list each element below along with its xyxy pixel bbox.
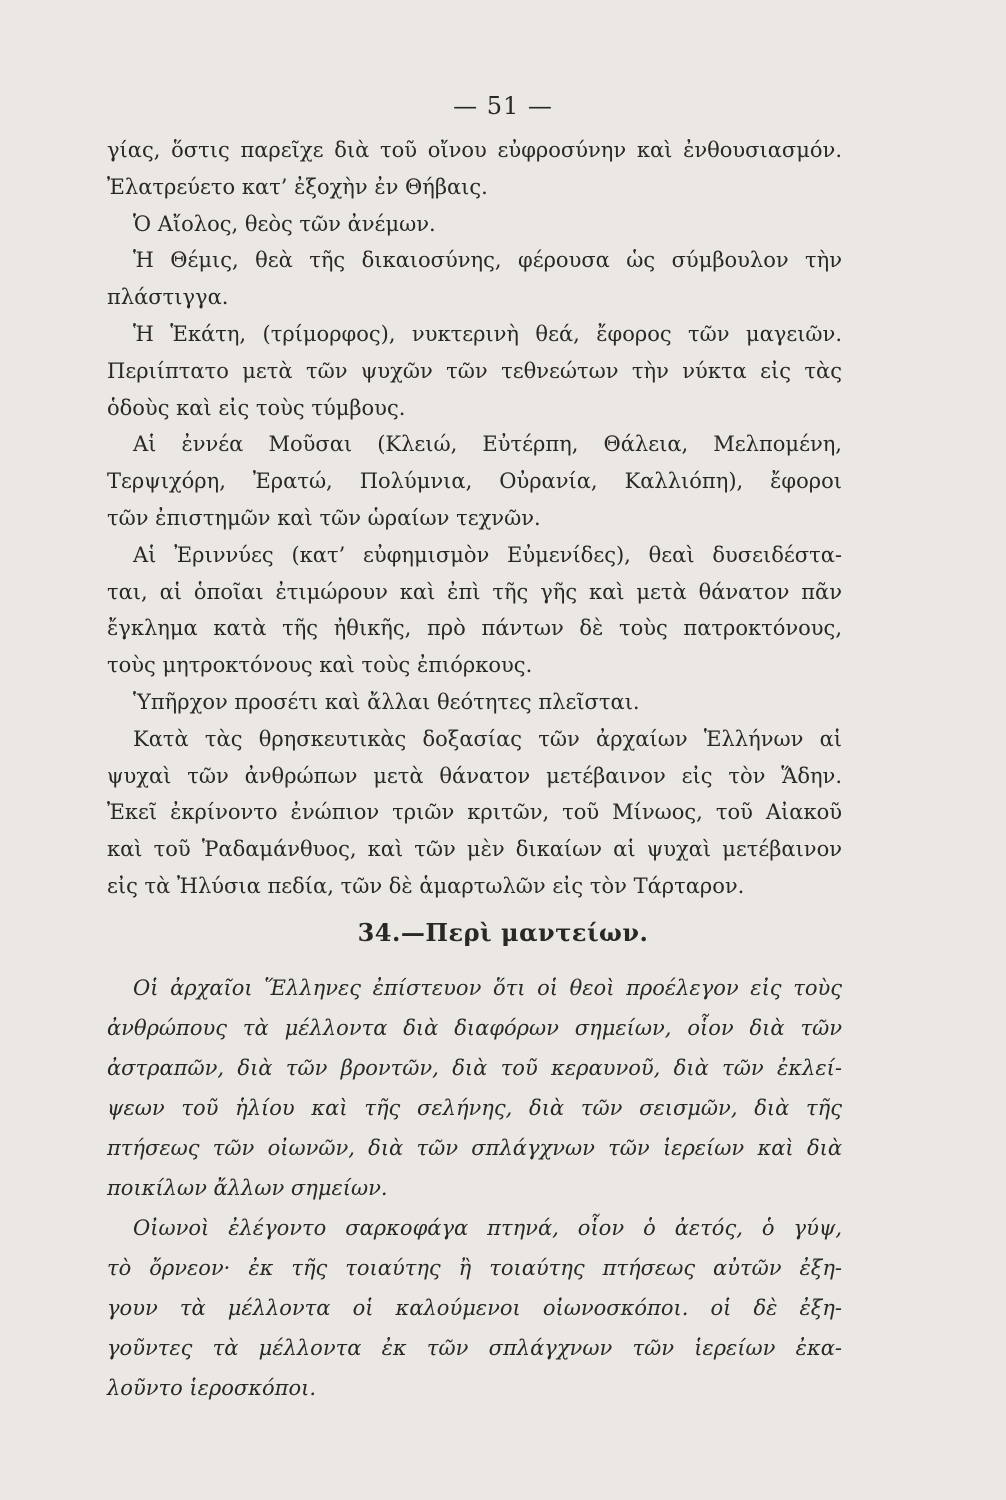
text-line: πτήσεως τῶν οἰωνῶν, διὰ τῶν σπλάγχνων τῶν ἱερείων καὶ διὰ bbox=[107, 1136, 842, 1160]
page-number: — 51 — bbox=[453, 92, 553, 120]
section-heading: 34.—Περὶ μαντείων. bbox=[357, 918, 649, 947]
text-line: Κατὰ τὰς θρησκευτικὰς δοξασίας τῶν ἀρχαίων Ἑλλήνων αἱ bbox=[133, 726, 842, 751]
text-line: ψεων τοῦ ἡλίου καὶ τῆς σελήνης, διὰ τῶν σεισμῶν, διὰ τῆς bbox=[107, 1096, 842, 1120]
text-line: Οἱ ἀρχαῖοι Ἕλληνες ἐπίστευον ὅτι οἱ θεοὶ προέλεγον εἰς τοὺς bbox=[133, 976, 842, 1000]
text-line: Τερψιχόρη, Ἐρατώ, Πολύμνια, Οὐρανία, Καλλιόπη), ἔφοροι bbox=[107, 469, 842, 494]
text-line: γίας, ὅστις παρεῖχε διὰ τοῦ οἴνου εὐφροσύνην καὶ ἐνθουσιασμόν. bbox=[107, 138, 842, 162]
text-line: εἰς τὰ Ἠλύσια πεδία, τῶν δὲ ἁμαρτωλῶν εἰς τὸν Τάρταρον. bbox=[107, 873, 745, 898]
text-line: γοῦντες τὰ μέλλοντα ἐκ τῶν σπλάγχνων τῶν ἱερείων ἐκα- bbox=[107, 1336, 842, 1360]
text-line: ἀστραπῶν, διὰ τῶν βροντῶν, διὰ τοῦ κεραυνοῦ, διὰ τῶν ἐκλεί- bbox=[107, 1056, 842, 1080]
text-line: ποικίλων ἄλλων σημείων. bbox=[107, 1176, 388, 1200]
text-line: Ἡ Θέμις, θεὰ τῆς δικαιοσύνης, φέρουσα ὡς σύμβουλον τὴν bbox=[133, 248, 842, 273]
text-line: ἀνθρώπους τὰ μέλλοντα διὰ διαφόρων σημείων, οἷον διὰ τῶν bbox=[107, 1016, 842, 1040]
text-line: ὁδοὺς καὶ εἰς τοὺς τύμβους. bbox=[107, 395, 406, 420]
text-line: Αἱ Ἐριννύες (κατ’ εὐφημισμὸν Εὐμενίδες), θεαὶ δυσειδέστα- bbox=[133, 542, 842, 567]
text-line: Αἱ ἐννέα Μοῦσαι (Κλειώ, Εὐτέρπη, Θάλεια, Μελπομένη, bbox=[133, 432, 842, 457]
text-line: Οἰωνοὶ ἐλέγοντο σαρκοφάγα πτηνά, οἷον ὁ ἀετός, ὁ γύψ, bbox=[133, 1216, 842, 1240]
text-line: τοὺς μητροκτόνους καὶ τοὺς ἐπιόρκους. bbox=[107, 653, 533, 678]
text-line: Ὑπῆρχον προσέτι καὶ ἄλλαι θεότητες πλεῖσται. bbox=[133, 689, 640, 714]
text-line: ται, αἱ ὁποῖαι ἐτιμώρουν καὶ ἐπὶ τῆς γῆς καὶ μετὰ θάνατον πᾶν bbox=[107, 579, 842, 604]
text-line: τῶν ἐπιστημῶν καὶ τῶν ὡραίων τεχνῶν. bbox=[107, 505, 541, 530]
text-line: γουν τὰ μέλλοντα οἱ καλούμενοι οἰωνοσκόποι. οἱ δὲ ἐξη- bbox=[107, 1296, 842, 1320]
text-line: τὸ ὄρνεον· ἐκ τῆς τοιαύτης ἢ τοιαύτης πτήσεως αὐτῶν ἐξη- bbox=[107, 1256, 842, 1280]
text-line: Ἐκεῖ ἐκρίνοντο ἐνώπιον τριῶν κριτῶν, τοῦ Μίνωος, τοῦ Αἰακοῦ bbox=[107, 800, 842, 825]
text-line: καὶ τοῦ Ῥαδαμάνθυος, καὶ τῶν μὲν δικαίων αἱ ψυχαὶ μετέβαινον bbox=[107, 837, 842, 862]
bottom-text-block bbox=[107, 968, 842, 1408]
text-line: Ἐλατρεύετο κατ’ ἐξοχὴν ἐν Θήβαις. bbox=[107, 174, 488, 199]
text-line: Περιίπτατο μετὰ τῶν ψυχῶν τῶν τεθνεώτων τὴν νύκτα εἰς τὰς bbox=[107, 358, 842, 383]
text-line: Ἡ Ἑκάτη, (τρίμορφος), νυκτερινὴ θεά, ἔφορος τῶν μαγειῶν. bbox=[133, 321, 842, 346]
text-line: Ὁ Αἴολος, θεὸς τῶν ἀνέμων. bbox=[133, 211, 436, 236]
text-line: πλάστιγγα. bbox=[107, 285, 229, 310]
text-line: ψυχαὶ τῶν ἀνθρώπων μετὰ θάνατον μετέβαινον εἰς τὸν Ἅδην. bbox=[107, 763, 842, 788]
top-text-block bbox=[107, 132, 842, 905]
text-line: ἔγκλημα κατὰ τῆς ἠθικῆς, πρὸ πάντων δὲ τοὺς πατροκτόνους, bbox=[107, 616, 842, 641]
text-line: λοῦντο ἱεροσκόποι. bbox=[107, 1376, 317, 1400]
